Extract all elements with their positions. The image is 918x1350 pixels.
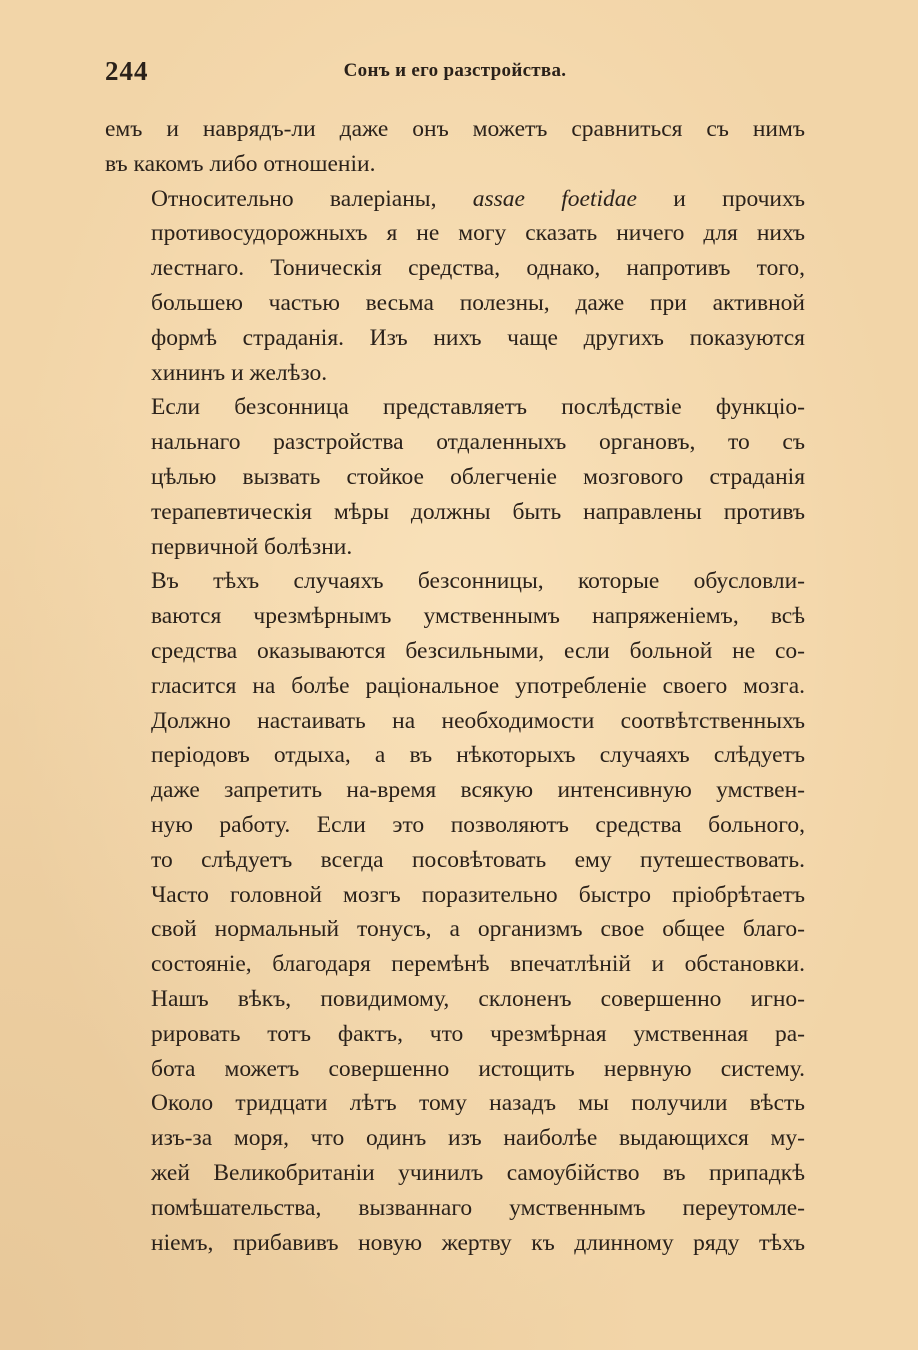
running-title: Сонъ и его разстройства. — [343, 60, 567, 81]
page-number: 244 — [105, 56, 149, 86]
text-line: даже запретить на-время всякую интенсивную умствен- — [151, 777, 805, 804]
paragraph-5 — [105, 982, 805, 1260]
text-line: перiодовъ отдыха, а въ нѣкоторыхъ случаяхъ слѣдуетъ — [151, 742, 805, 769]
text-line: Часто головной мозгъ поразительно быстро прiобрѣтаетъ — [151, 881, 805, 908]
text-line: помѣшательства, вызваннаго умственнымъ переутомле- — [151, 1194, 805, 1221]
text-line: большею частью весьма полезны, даже при активной — [151, 289, 805, 316]
text-line-mixed — [105, 182, 805, 217]
text-line: жей Великобританiи учинилъ самоубiйство въ припадкѣ — [151, 1159, 805, 1186]
text-line: свой нормальный тонусъ, а организмъ свое общее благо- — [151, 916, 805, 943]
text-line: терапевтическiя мѣры должны быть направлены противъ — [151, 498, 805, 525]
text-line: Нашъ вѣкъ, повидимому, склоненъ совершенно игно- — [151, 985, 805, 1012]
paragraph-4 — [105, 564, 805, 982]
paragraph-2 — [105, 182, 805, 391]
text-line: рировать тотъ фактъ, что чрезмѣрная умственная ра- — [151, 1020, 805, 1047]
body-text — [105, 112, 805, 1260]
text-line: ваются чрезмѣрнымъ умственнымъ напряженiемъ, всѣ — [151, 603, 805, 630]
text-line: Должно настаивать на необходимости соотвѣтственныхъ — [151, 707, 805, 734]
text-line: лестнаго. Тоническiя средства, однако, напротивъ того, — [151, 255, 805, 282]
text-line: въ какомъ либо отношенiи. — [105, 150, 376, 177]
paragraph-3 — [105, 390, 805, 564]
latin-term: assae foetidae — [472, 185, 637, 212]
text-line: емъ и наврядъ-ли даже онъ можетъ сравниться съ нимъ — [105, 116, 805, 142]
text-line: Въ тѣхъ случаяхъ безсонницы, которые обусловли- — [151, 568, 805, 595]
text-line: противосудорожныхъ я не могу сказать ничего для нихъ — [151, 220, 805, 247]
text-line: ную работу. Если это позволяютъ средства больного, — [151, 811, 805, 838]
paragraph-1 — [105, 112, 805, 182]
text-line: хининъ и желѣзо. — [151, 359, 328, 386]
text-line: гласится на болѣе рацiональное употребленiе своего мозга. — [151, 672, 805, 699]
text-line: средства оказываются безсильными, если больной не со- — [151, 637, 805, 664]
text-line: нiемъ, прибавивъ новую жертву къ длинному ряду тѣхъ — [151, 1229, 805, 1256]
text-line: нальнаго разстройства отдаленныхъ органовъ, то съ — [151, 429, 805, 456]
running-head — [105, 56, 805, 90]
text-span: Относительно валерiаны, — [151, 185, 437, 212]
text-line: то слѣдуетъ всегда посовѣтовать ему путешествовать. — [151, 846, 805, 873]
text-line: бота можетъ совершенно истощить нервную систему. — [151, 1055, 805, 1082]
text-line: изъ-за моря, что одинъ изъ наиболѣе выдающихся му- — [151, 1125, 805, 1152]
text-line: формѣ страданiя. Изъ нихъ чаще другихъ показуются — [151, 324, 805, 351]
text-line: Около тридцати лѣтъ тому назадъ мы получили вѣсть — [151, 1090, 805, 1117]
text-line: состоянiе, благодаря перемѣнѣ впечатлѣнiй и обстановки. — [151, 951, 805, 978]
text-span: и прочихъ — [673, 185, 806, 212]
text-line: Если безсонница представляетъ послѣдствiе функцiо- — [151, 394, 805, 421]
text-line: цѣлью вызвать стойкое облегченiе мозгового страданiя — [151, 463, 805, 490]
text-line: первичной болѣзни. — [151, 533, 353, 560]
